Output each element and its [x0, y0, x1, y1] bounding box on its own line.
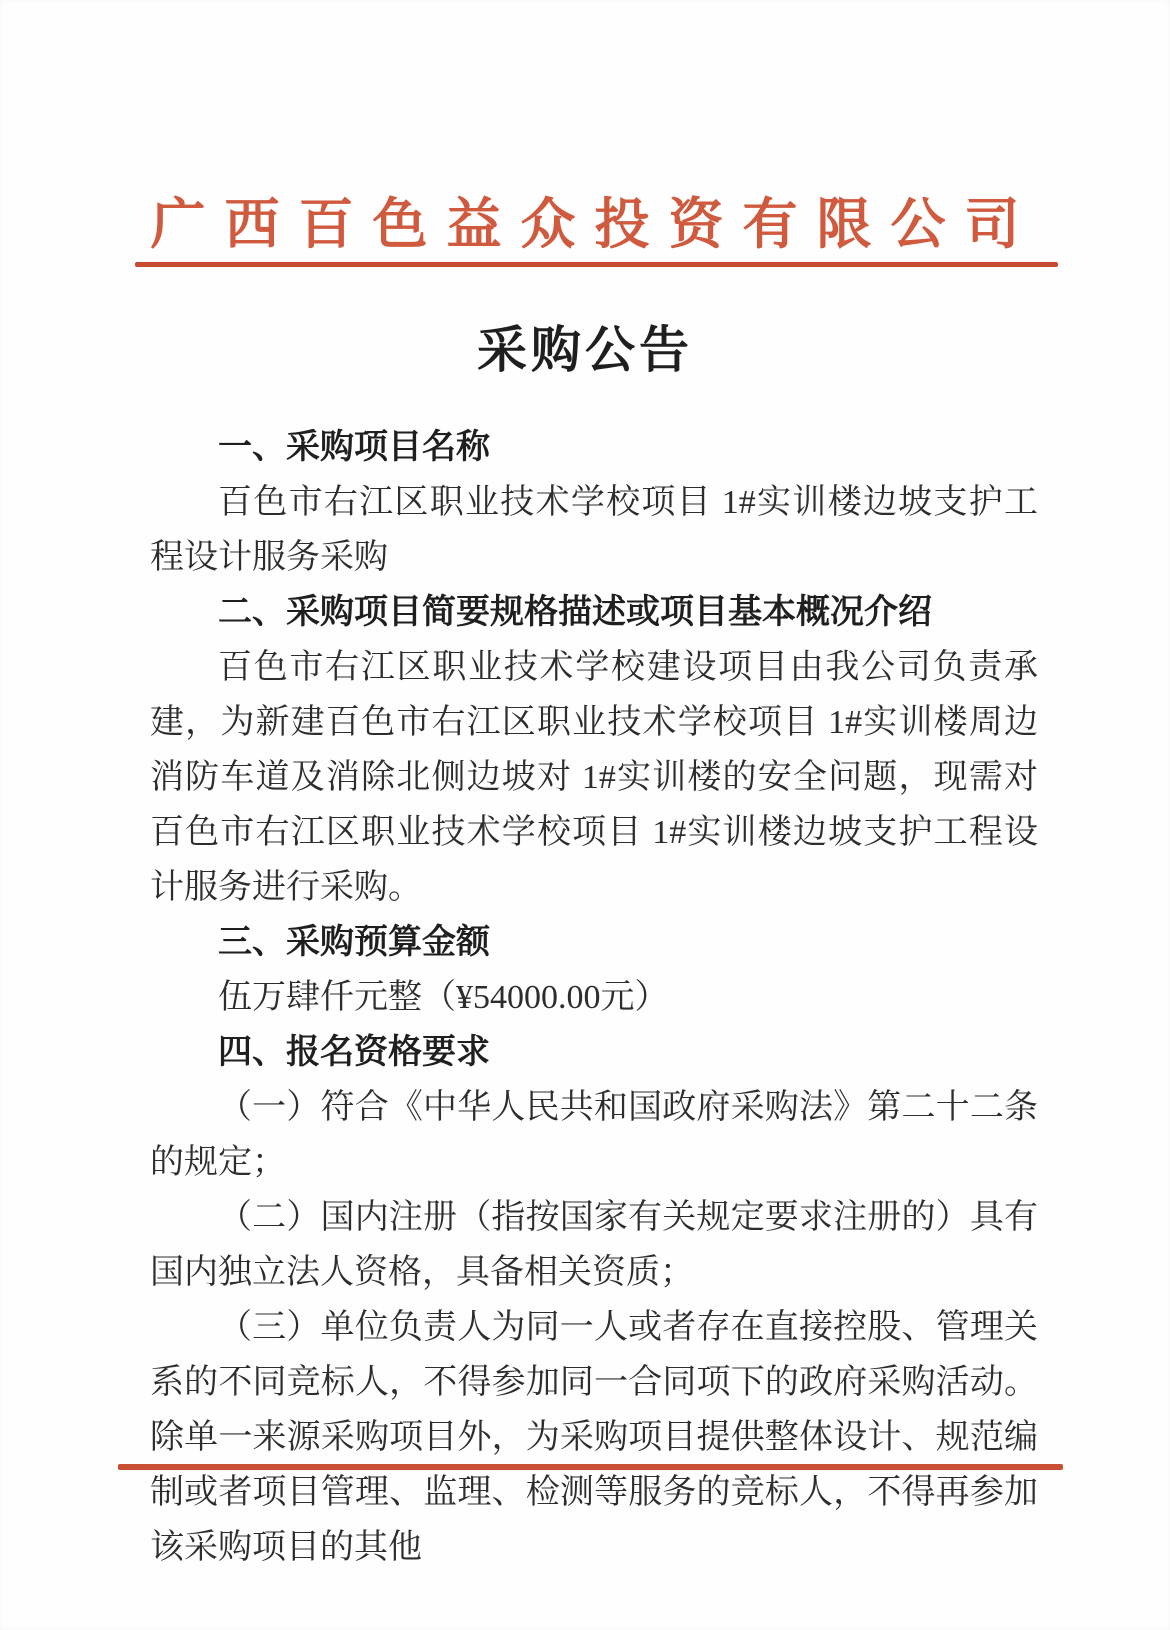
section-qualification-requirements — [150, 1025, 1038, 1575]
letterhead-divider-rule — [135, 262, 1058, 267]
document-body — [150, 420, 1038, 1575]
section-2-heading: 二、采购项目简要规格描述或项目基本概况介绍 — [218, 593, 932, 631]
section-3-heading: 三、采购预算金额 — [218, 923, 490, 961]
section-project-overview — [150, 585, 1038, 915]
letterhead-company-name: 广西百色益众投资有限公司 — [150, 194, 1039, 255]
section-project-name — [150, 420, 1038, 585]
section-1-heading: 一、采购项目名称 — [218, 428, 490, 466]
section-4-heading: 四、报名资格要求 — [218, 1033, 490, 1071]
section-4-paragraph-1: （一）符合《中华人民共和国政府采购法》第二十二条的规定； — [150, 1089, 1038, 1181]
section-budget — [150, 915, 1038, 1025]
section-3-paragraph-1: 伍万肆仟元整（¥54000.00元） — [218, 979, 669, 1016]
section-4-paragraph-3: （三）单位负责人为同一人或者存在直接控股、管理关系的不同竞标人，不得参加同一合同项下的政府采购活动。除单一来源采购项目外，为采购项目提供整体设计、规范编制或者项目管理、监理、检测等服务的竞标人，不得再参加该采购项目的其他 — [150, 1309, 1038, 1566]
document-title: 采购公告 — [477, 322, 693, 378]
section-4-paragraph-2: （二）国内注册（指按国家有关规定要求注册的）具有国内独立法人资格，具备相关资质； — [150, 1199, 1038, 1291]
section-2-paragraph-1: 百色市右江区职业技术学校建设项目由我公司负责承建，为新建百色市右江区职业技术学校项目 1#实训楼周边消防车道及消除北侧边坡对 1#实训楼的安全问题，现需对百色市右江区职业技术学校项目 1#实训楼边坡支护工程设计服务进行采购。 — [150, 649, 1038, 906]
section-1-paragraph-1: 百色市右江区职业技术学校项目 1#实训楼边坡支护工程设计服务采购 — [150, 484, 1038, 576]
page-footer-rule — [118, 1464, 1063, 1470]
